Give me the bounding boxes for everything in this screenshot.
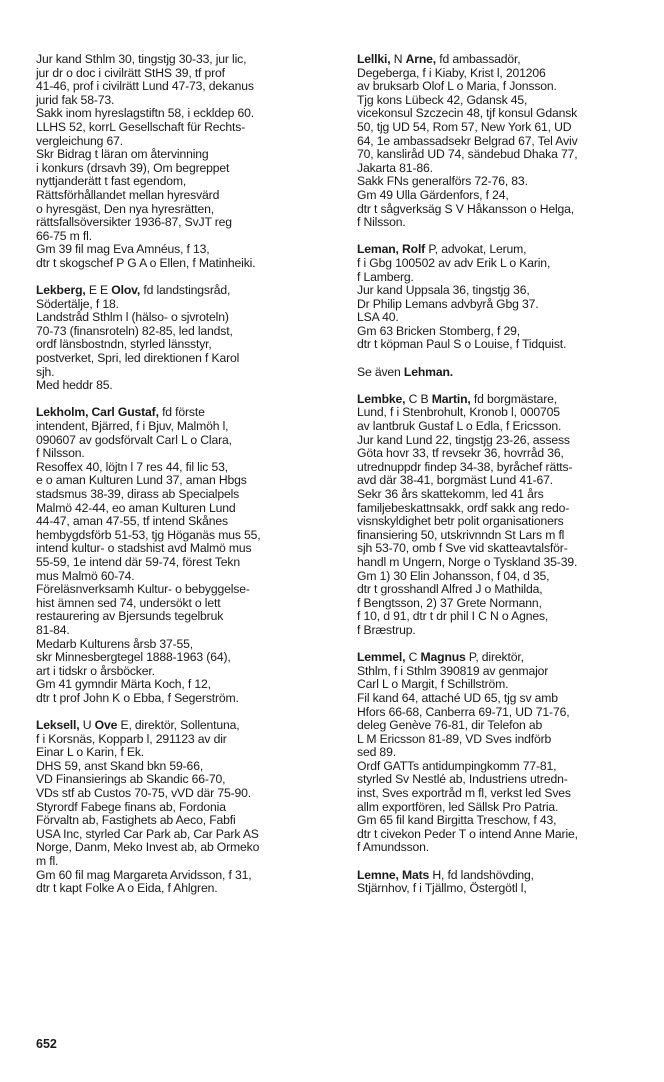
entry-line [357, 298, 649, 312]
entry-name-bold: Lellki, [357, 52, 391, 66]
entry-line [36, 216, 336, 230]
entry-name-bold: Lehman. [403, 364, 453, 379]
entry-text: f Nilsson. [357, 215, 406, 230]
entry-text: L M Ericsson 81-89, VD Sves indförb [357, 731, 552, 746]
entry-line [357, 325, 649, 339]
entry-line [36, 175, 336, 189]
entry-text: Resoffex 40, löjtn l 7 res 44, fil lic 53, [36, 459, 228, 474]
entry-text: 70, kansliråd UD 74, sändebud Dhaka 77, [357, 147, 578, 162]
entry-line [36, 366, 336, 380]
entry-text: Se även [357, 364, 404, 379]
entry-line [357, 420, 649, 434]
entry-line [357, 828, 649, 842]
page-number: 652 [36, 1037, 57, 1051]
entry-text: Malmö 42-44, eo aman Kulturen Lund [36, 500, 236, 515]
entry-name-bold: Lemne, Mats [357, 867, 430, 882]
entry-line [36, 801, 336, 815]
entry-text: sjh. [36, 364, 55, 379]
biography-entry [357, 366, 649, 380]
entry-text: Gm 65 fil kand Birgitta Treschow, f 43, [357, 813, 557, 828]
entry-line [357, 651, 649, 665]
entry-line [36, 773, 336, 787]
entry-text: 81-84. [36, 622, 70, 637]
entry-text: LLHS 52, korrL Gesellschaft für Rechts- [36, 119, 246, 134]
entry-text: m fl. [36, 854, 59, 869]
entry-text: f Amundsson. [357, 840, 430, 855]
entry-text: Skr Bidrag t läran om återvinning [36, 147, 209, 162]
entry-line [36, 515, 336, 529]
entry-text: dtr t sågverksäg S V Håkansson o Helga, [357, 201, 575, 216]
entry-line [357, 787, 649, 801]
entry-text: hembygdsförb 51-53, tjg Höganäs mus 55, [36, 527, 261, 542]
entry-text: styrled Sv Nestlé ab, Industriens utredn- [357, 772, 568, 787]
entry-line [357, 175, 649, 189]
entry-text: Med heddr 85. [36, 378, 113, 393]
entry-text: fd landstingsråd, [140, 283, 231, 298]
entry-text: fd förste [158, 405, 205, 420]
entry-line [357, 665, 649, 679]
entry-text: f i Korsnäs, Kopparb l, 291123 av dir [36, 731, 227, 746]
entry-line [36, 107, 336, 121]
entry-line [36, 869, 336, 883]
entry-text: H, fd landshövding, [429, 867, 534, 882]
entry-text: allm exportfören, led Sällsk Pro Patria. [357, 799, 559, 814]
entry-line [357, 271, 649, 285]
entry-name-bold: Magnus [420, 650, 466, 665]
entry-line [36, 610, 336, 624]
entry-text: Degeberga, f i Kiaby, Krist l, 201206 [357, 65, 546, 80]
entry-text: Gm 39 fil mag Eva Amnéus, f 13, [36, 242, 210, 257]
entry-text: Lund, f i Stenbrohult, Kronob l, 000705 [357, 405, 560, 420]
entry-text: Göta hovr 33, tf revsekr 36, hovrråd 36, [357, 446, 564, 461]
entry-text: dtr t civekon Peder T o intend Anne Marie, [357, 826, 578, 841]
entry-text: Fil kand 64, attaché UD 65, tjg sv amb [357, 690, 558, 705]
entry-text: intend kultur- o stadshist avd Malmö mus [36, 541, 252, 556]
entry-line [357, 529, 649, 543]
entry-text: C [405, 650, 421, 665]
entry-text: Rättsförhållandet mellan hyresvärd [36, 187, 220, 202]
entry-text: Ordf GATTs antidumpingkomm 77-81, [357, 758, 557, 773]
entry-line [357, 515, 649, 529]
entry-text: Södertälje, f 18. [36, 296, 119, 311]
entry-line [36, 325, 336, 339]
entry-text: sed 89. [357, 745, 396, 760]
entry-text: VDs stf ab Custos 70-75, vVD där 75-90. [36, 786, 251, 801]
entry-line [36, 814, 336, 828]
entry-text: jur dr o doc i civilrätt StHS 39, tf prof [36, 65, 225, 80]
entry-name-bold: Ove [94, 718, 118, 733]
entry-text: familjebeskattnsakk, ordf sakk ang redo- [357, 500, 570, 515]
entry-text: restaurering av Bjersunds tegelbruk [36, 609, 224, 624]
entry-line [36, 651, 336, 665]
entry-line [36, 542, 336, 556]
entry-text: f Bræstrup. [357, 622, 416, 637]
entry-text: 41-46, prof i civilrätt Lund 47-73, dekanus [36, 79, 254, 94]
entry-text: e o aman Kulturen Lund 37, aman Hbgs [36, 473, 247, 488]
entry-line [36, 556, 336, 570]
entry-name-bold: Leman, Rolf [357, 242, 426, 257]
entry-line [36, 257, 336, 271]
entry-text: Sekr 36 års skattekomm, led 41 års [357, 487, 544, 501]
entry-text: Jakarta 81-86. [357, 160, 433, 175]
entry-line [36, 298, 336, 312]
entry-text: P, direktör, [465, 650, 524, 665]
entry-name-bold: Lekholm, Carl Gustaf, [36, 405, 159, 420]
entry-line [36, 80, 336, 94]
entry-line [357, 624, 649, 638]
entry-line [36, 148, 336, 162]
biography-entry [357, 869, 649, 896]
entry-line [357, 67, 649, 81]
entry-line [357, 542, 649, 556]
entry-text: vergleichung 67. [36, 133, 124, 148]
entry-line [36, 94, 336, 108]
entry-text: f Lamberg. [357, 269, 414, 284]
entry-line [36, 583, 336, 597]
biography-entry [357, 393, 649, 638]
entry-text: f Nilsson. [36, 446, 85, 461]
entry-text: Sakk FNs generalförs 72-76, 83. [357, 174, 528, 189]
entry-text: nyttjanderätt t fast egendom, [36, 174, 187, 189]
entry-text: art i tidskr o årsböcker. [36, 663, 155, 678]
entry-line [36, 53, 336, 67]
entry-text: i konkurs (drsavh 39), Om begreppet [36, 160, 230, 175]
entry-line [36, 882, 336, 896]
entry-text: visnskyldighet betr polit organisationers [357, 514, 564, 529]
entry-line [36, 379, 336, 393]
entry-text: dtr t kapt Folke A o Eida, f Ahlgren. [36, 881, 218, 896]
entry-line [36, 570, 336, 584]
entry-line [36, 434, 336, 448]
entry-text: av lantbruk Gustaf L o Edla, f Ericsson. [357, 419, 562, 434]
entry-line [36, 162, 336, 176]
right-column [357, 53, 649, 909]
entry-text: Dr Philip Lemans advbyrå Gbg 37. [357, 296, 539, 311]
entry-text: Tjg kons Lübeck 42, Gdansk 45, [357, 92, 528, 107]
biography-entry [357, 243, 649, 352]
entry-line [357, 461, 649, 475]
entry-line [36, 203, 336, 217]
entry-text: ordf länsbostndn, styrled länsstyr, [36, 337, 212, 352]
entry-line [357, 692, 649, 706]
entry-line [36, 597, 336, 611]
entry-line [36, 352, 336, 366]
entry-line [36, 855, 336, 869]
entry-line [36, 502, 336, 516]
entry-line [357, 869, 649, 883]
entry-line [357, 284, 649, 298]
entry-text: f Bengtsson, 2) 37 Grete Normann, [357, 595, 542, 610]
entry-line [357, 841, 649, 855]
entry-line [36, 189, 336, 203]
entry-text: LSA 40. [357, 310, 399, 325]
entry-text: Förvaltn ab, Fastighets ab Aeco, Fabfi [36, 813, 236, 828]
entry-text: 70-73 (finansroteln) 82-85, led landst, [36, 323, 233, 338]
entry-text: N [390, 52, 406, 66]
entry-text: vicekonsul Szczecin 48, tjf konsul Gdansk [357, 106, 578, 121]
entry-line [357, 706, 649, 720]
entry-line [357, 162, 649, 176]
entry-line [36, 787, 336, 801]
biography-entry [36, 406, 336, 705]
entry-line [357, 338, 649, 352]
entry-text: skr Minnesbergtegel 1888-1963 (64), [36, 650, 231, 665]
entry-text: Medarb Kulturens årsb 37-55, [36, 636, 194, 651]
entry-text: utrednuppdr findep 34-38, byråchef rätts- [357, 459, 573, 474]
entry-line [36, 746, 336, 760]
entry-line [357, 203, 649, 217]
entry-line [36, 760, 336, 774]
entry-line [36, 311, 336, 325]
entry-line [357, 719, 649, 733]
entry-line [36, 406, 336, 420]
entry-line [357, 121, 649, 135]
entry-line [36, 665, 336, 679]
entry-text: Jur kand Sthlm 30, tingstjg 30-33, jur lic, [36, 52, 247, 66]
entry-text: finansiering 50, utskrivnndn St Lars m fl [357, 527, 565, 542]
entry-text: Hfors 66-68, Canberra 69-71, UD 71-76, [357, 704, 570, 719]
entry-line [36, 284, 336, 298]
entry-line [36, 461, 336, 475]
entry-line [357, 488, 649, 502]
entry-line [357, 148, 649, 162]
biography-entry [36, 53, 336, 271]
entry-line [357, 773, 649, 787]
entry-text: P, advokat, Lerum, [425, 242, 527, 257]
entry-line [36, 67, 336, 81]
entry-text: dtr t grosshandl Alfred J o Mathilda, [357, 582, 543, 597]
entry-line [357, 678, 649, 692]
entry-text: 66-75 m fl. [36, 228, 92, 243]
entry-line [357, 216, 649, 230]
entry-line [357, 556, 649, 570]
entry-line [357, 189, 649, 203]
entry-text: Styrordf Fabege finans ab, Fordonia [36, 799, 226, 814]
entry-line [357, 366, 649, 380]
entry-line [36, 420, 336, 434]
entry-line [357, 257, 649, 271]
entry-line [357, 311, 649, 325]
entry-line [357, 570, 649, 584]
entry-line [36, 678, 336, 692]
entry-line [357, 447, 649, 461]
entry-line [36, 638, 336, 652]
entry-text: dtr t köpman Paul S o Louise, f Tidquist. [357, 337, 567, 352]
entry-line [36, 841, 336, 855]
entry-name-bold: Martin, [431, 391, 471, 406]
entry-text: deleg Genève 76-81, dir Telefon ab [357, 718, 543, 733]
entry-text: Landstråd Sthlm l (hälso- o sjvroteln) [36, 310, 229, 325]
entry-line [357, 583, 649, 597]
entry-text: Carl L o Margit, f Schillström. [357, 677, 509, 692]
entry-line [36, 135, 336, 149]
entry-name-bold: Leksell, [36, 718, 80, 733]
entry-line [357, 107, 649, 121]
entry-line [36, 692, 336, 706]
entry-text: jurid fak 58-73. [36, 92, 115, 107]
entry-text: Gm 41 gymndir Märta Koch, f 12, [36, 677, 211, 692]
entry-text: Jur kand Lund 22, tingstjg 23-26, assess [357, 432, 570, 447]
entry-text: Norge, Danm, Meko Invest ab, ab Ormeko [36, 840, 260, 855]
entry-line [36, 733, 336, 747]
biography-entry [357, 53, 649, 230]
entry-text: f 10, d 91, dtr t dr phil I C N o Agnes, [357, 609, 549, 624]
entry-text: 64, 1e ambassadsekr Belgrad 67, Tel Aviv [357, 133, 578, 148]
biography-entry [357, 651, 649, 855]
entry-text: Stjärnhov, f i Tjällmo, Östergötl l, [357, 881, 527, 896]
entry-text: E, direktör, Sollentuna, [117, 718, 240, 733]
entry-line [357, 243, 649, 257]
entry-line [357, 80, 649, 94]
entry-text: Gm 1) 30 Elin Johansson, f 04, d 35, [357, 568, 550, 583]
entry-line [36, 447, 336, 461]
entry-text: intendent, Bjärred, f i Bjuv, Malmöh l, [36, 419, 229, 434]
entry-line [357, 814, 649, 828]
entry-line [36, 488, 336, 502]
left-column [36, 53, 336, 909]
biography-entry [36, 284, 336, 393]
entry-text: Einar L o Karin, f Ek. [36, 745, 145, 760]
entry-line [357, 53, 649, 67]
entry-text: Jur kand Uppsala 36, tingstjg 36, [357, 283, 530, 298]
entry-line [36, 243, 336, 257]
entry-line [357, 733, 649, 747]
entry-text: av bruksarb Olof L o Maria, f Jonsson. [357, 79, 557, 94]
entry-text: f i Gbg 100502 av adv Erik L o Karin, [357, 255, 551, 270]
entry-line [36, 121, 336, 135]
entry-line [357, 135, 649, 149]
entry-text: hist ämnen sed 74, undersökt o lett [36, 595, 221, 610]
entry-text: mus Malmö 60-74. [36, 568, 135, 583]
entry-text: Gm 60 fil mag Margareta Arvidsson, f 31, [36, 867, 252, 882]
entry-text: U [79, 718, 95, 733]
entry-name-bold: Arne, [405, 52, 437, 66]
entry-line [357, 597, 649, 611]
entry-text: dtr t prof John K o Ebba, f Segerström. [36, 690, 239, 705]
entry-text: 44-47, aman 47-55, tf intend Skånes [36, 514, 228, 529]
entry-line [357, 801, 649, 815]
entry-line [357, 882, 649, 896]
biography-entry [36, 719, 336, 896]
entry-text: sjh 53-70, omb f Sve vid skatteavtalsför- [357, 541, 568, 556]
entry-line [36, 529, 336, 543]
entry-name-bold: Lemmel, [357, 650, 406, 665]
entry-text: dtr t skogschef P G A o Ellen, f Matinheiki. [36, 255, 256, 270]
entry-text: 50, tjg UD 54, Rom 57, New York 61, UD [357, 119, 572, 134]
entry-text: stadsmus 38-39, dirass ab Specialpels [36, 487, 240, 501]
entry-line [357, 760, 649, 774]
entry-name-bold: Olov, [111, 283, 141, 298]
entry-line [357, 610, 649, 624]
entry-text: Sakk inom hyreslagstiftn 58, i eckldep 60. [36, 106, 254, 121]
entry-text: Gm 49 Ulla Gärdenfors, f 24, [357, 187, 509, 202]
entry-text: postverket, Spri, led direktionen f Karol [36, 351, 240, 366]
entry-name-bold: Lembke, [357, 391, 406, 406]
entry-text: avd där 38-41, borgmäst Lund 41-67. [357, 473, 553, 488]
entry-line [357, 393, 649, 407]
entry-text: rättsfallsöversikter 1936-87, SvJT reg [36, 215, 232, 230]
entry-line [357, 94, 649, 108]
entry-text: 090607 av godsförvalt Carl L o Clara, [36, 432, 232, 447]
entry-text: handl m Ungern, Norge o Tyskland 35-39. [357, 554, 578, 569]
entry-text: Gm 63 Bricken Stomberg, f 29, [357, 323, 520, 338]
entry-text: 55-59, 1e intend där 59-74, förest Tekn [36, 554, 240, 569]
entry-text: USA Inc, styrled Car Park ab, Car Park AS [36, 826, 259, 841]
entry-line [36, 338, 336, 352]
entry-line [357, 474, 649, 488]
entry-text: E E [85, 283, 112, 298]
entry-line [36, 719, 336, 733]
entry-name-bold: Lekberg, [36, 283, 86, 298]
entry-line [36, 828, 336, 842]
entry-text: fd borgmästare, [470, 391, 557, 406]
entry-text: Föreläsnverksamh Kultur- o bebyggelse- [36, 582, 250, 597]
entry-line [357, 502, 649, 516]
entry-text: inst, Sves exportråd m fl, verkst led Sves [357, 786, 571, 801]
entry-line [357, 746, 649, 760]
entry-line [36, 230, 336, 244]
entry-line [357, 406, 649, 420]
entry-text: C B [405, 391, 432, 406]
entry-text: DHS 59, anst Skand bkn 59-66, [36, 758, 204, 773]
entry-line [36, 474, 336, 488]
entry-text: fd ambassadör, [436, 52, 521, 66]
entry-text: VD Finansierings ab Skandic 66-70, [36, 772, 226, 787]
entry-text: o hyresgäst, Den nya hyresrätten, [36, 201, 214, 216]
entry-text: Sthlm, f i Sthlm 390819 av genmajor [357, 663, 549, 678]
entry-line [357, 434, 649, 448]
entry-line [36, 624, 336, 638]
